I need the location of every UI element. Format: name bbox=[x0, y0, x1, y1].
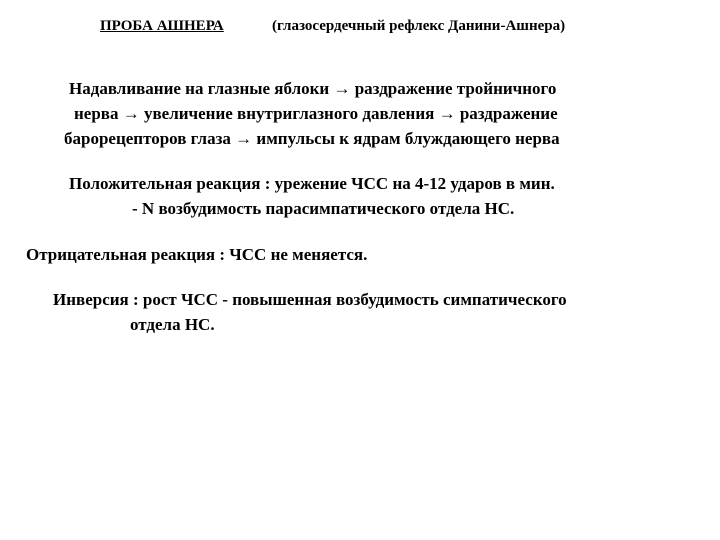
mechanism-line-1: Надавливание на глазные яблоки → раздражение тройничного bbox=[69, 79, 557, 98]
negative-reaction-line: Отрицательная реакция : ЧСС не меняется. bbox=[26, 245, 368, 264]
page-subtitle: (глазосердечный рефлекс Данини-Ашнера) bbox=[272, 18, 566, 34]
inversion-line-1: Инверсия : рост ЧСС - повышенная возбудимость симпатического bbox=[53, 290, 567, 309]
positive-reaction-line-2: - N возбудимость парасимпатического отдела НС. bbox=[132, 199, 515, 218]
inversion-line-2: отдела НС. bbox=[130, 315, 215, 334]
mechanism-line-2: нерва → увеличение внутриглазного давления → раздражение bbox=[74, 104, 558, 123]
page-title: ПРОБА АШНЕРА bbox=[100, 18, 224, 34]
mechanism-line-3: барорецепторов глаза → импульсы к ядрам блуждающего нерва bbox=[64, 129, 560, 148]
positive-reaction-line-1: Положительная реакция : урежение ЧСС на 4-12 ударов в мин. bbox=[69, 174, 555, 193]
